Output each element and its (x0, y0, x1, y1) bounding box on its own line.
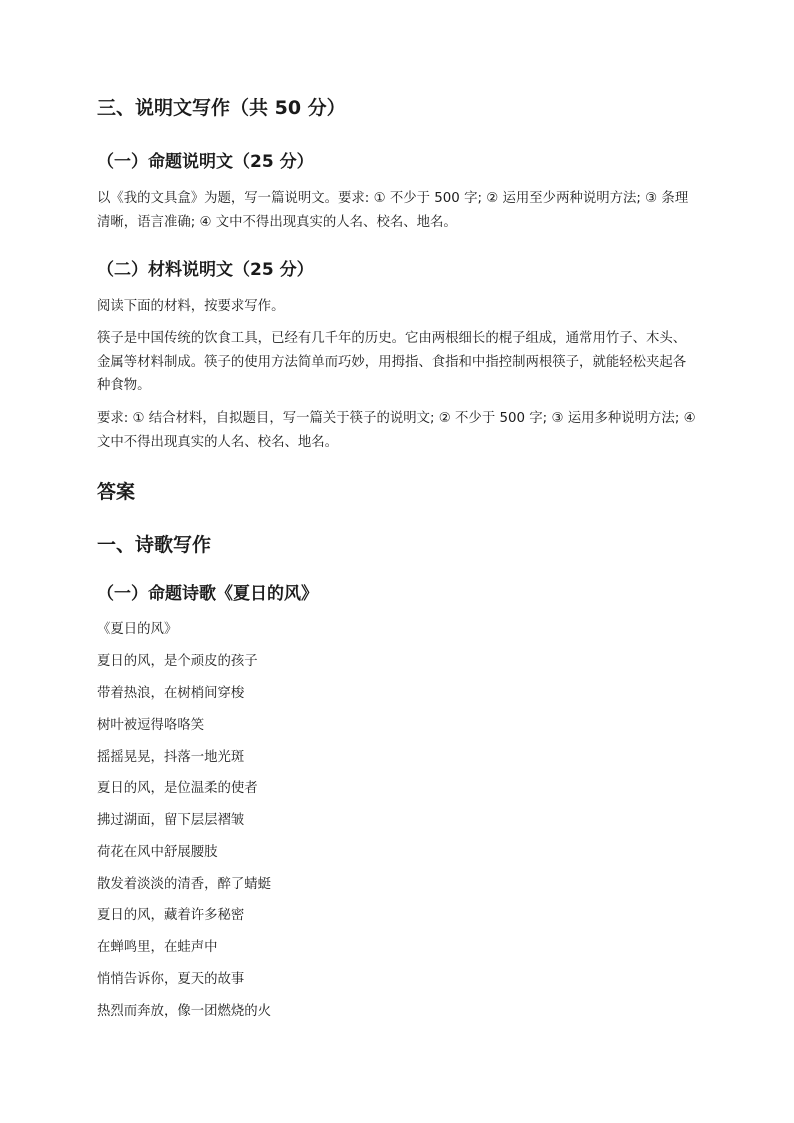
part-1-text: 以《我的文具盒》为题，写一篇说明文。要求: ① 不少于 500 字; ② 运用至少两种说明方法; ③ 条理清晰，语言准确; ④ 文中不得出现真实的人名、校名、地名。 (97, 191, 689, 230)
poem-line: 树叶被逗得咯咯笑 (97, 718, 205, 733)
part-2-intro: 阅读下面的材料，按要求写作。 (97, 299, 285, 314)
poem-line: 散发着淡淡的清香，醉了蜻蜓 (97, 877, 272, 892)
poem-line: 夏日的风，是位温柔的使者 (97, 781, 258, 796)
section-3-title: 三、说明文写作（共 50 分） (97, 97, 346, 119)
answers-section-1-title: 一、诗歌写作 (97, 534, 212, 556)
poem-line: 在蝉鸣里，在蛙声中 (97, 940, 218, 955)
poem-line: 热烈而奔放，像一团燃烧的火 (97, 1004, 272, 1019)
poem-line: 拂过湖面，留下层层褶皱 (97, 813, 245, 828)
poem-line: 悄悄告诉你，夏天的故事 (97, 972, 245, 987)
part-2-requirements: 要求: ① 结合材料，自拟题目，写一篇关于筷子的说明文; ② 不少于 500 字; ③ 运用多种说明方法; ④ 文中不得出现真实的人名、校名、地名。 (97, 411, 696, 450)
poem-line: 带着热浪，在树梢间穿梭 (97, 686, 245, 701)
poem-line: 夏日的风，藏着许多秘密 (97, 908, 245, 923)
answers-part-1-heading: （一）命题诗歌《夏日的风》 (97, 584, 318, 604)
part-2-heading: （二）材料说明文（25 分） (97, 260, 314, 280)
part-2-material: 筷子是中国传统的饮食工具，已经有几千年的历史。它由两根细长的棍子组成，通常用竹子、木头、金属等材料制成。筷子的使用方法简单而巧妙，用拇指、食指和中指控制两根筷子，就能轻松夹起各种食物。 (97, 331, 687, 393)
poem-line: 夏日的风，是个顽皮的孩子 (97, 654, 258, 669)
poem-line: 《夏日的风》 (97, 622, 178, 637)
poem-line: 摇摇晃晃，抖落一地光斑 (97, 750, 245, 765)
poem-line: 荷花在风中舒展腰肢 (97, 845, 218, 860)
part-1-heading: （一）命题说明文（25 分） (97, 152, 314, 172)
answers-title: 答案 (97, 481, 136, 503)
